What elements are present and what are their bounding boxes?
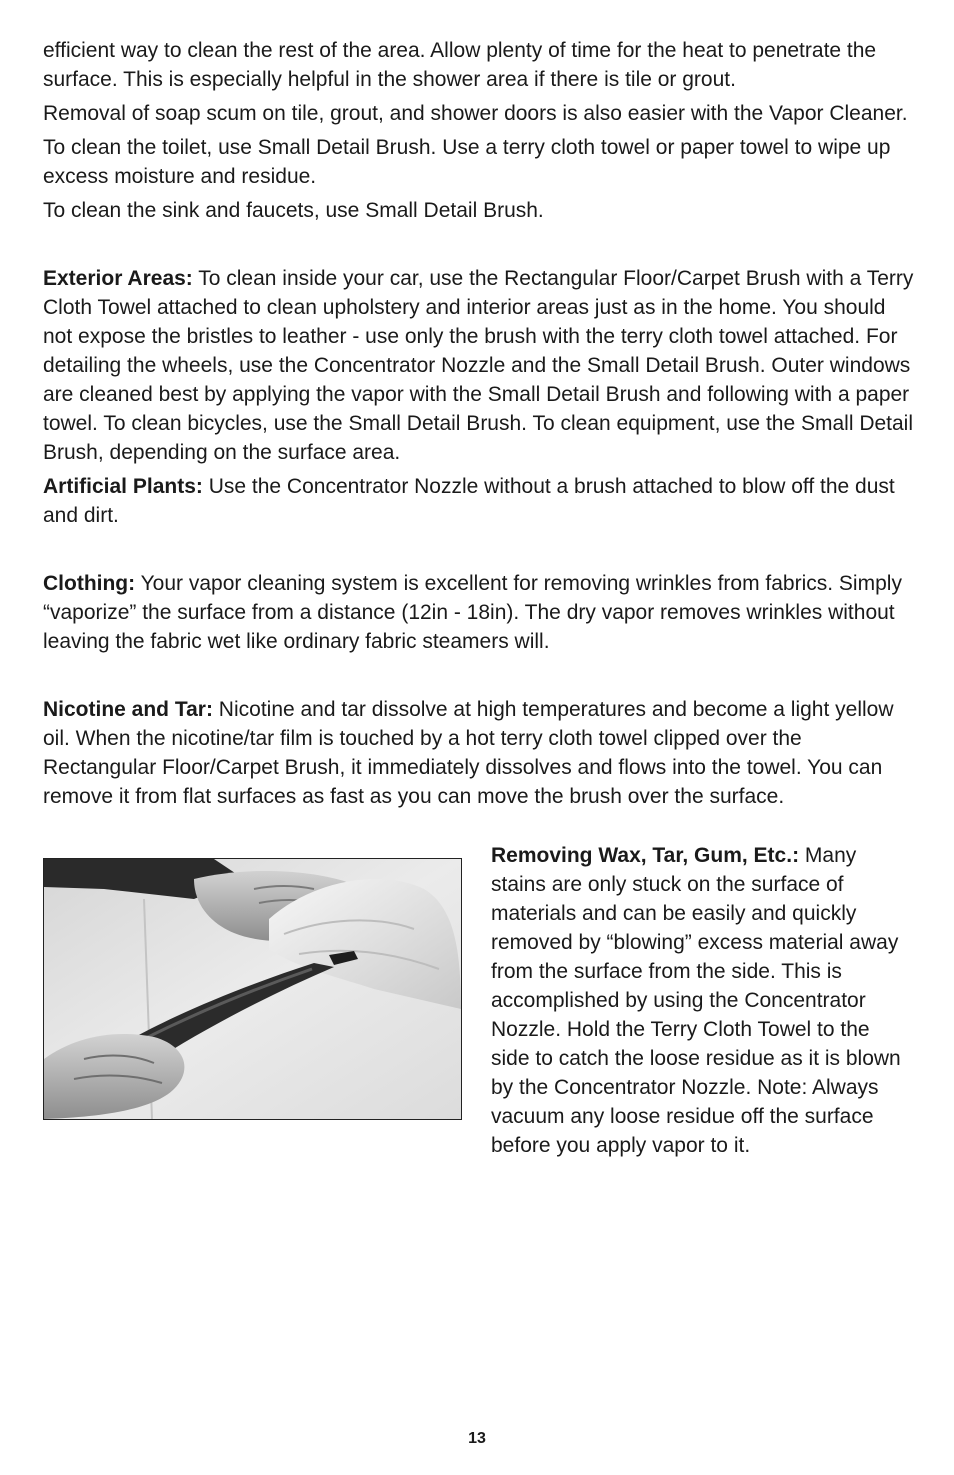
page-number: 13: [468, 1430, 486, 1447]
section-heading: Removing Wax, Tar, Gum, Etc.:: [491, 844, 800, 867]
section-heading: Exterior Areas:: [43, 267, 193, 290]
section-exterior-areas: [43, 264, 915, 467]
section-text: Your vapor cleaning system is excellent for removing wrinkles from fabrics. Simply “vaporize” the surface from a distance (12in - 18in). The dry vapor removes wrinkles without leaving the fabric wet like ordinary fabric steamers will.: [43, 572, 902, 653]
document-page: [43, 36, 915, 1201]
section-text: Many stains are only stuck on the surface of materials and can be easily and quickly removed by “blowing” excess material away from the surface from the side. This is accomplished by using the Concentrator Nozzle. Hold the Terry Cloth Towel to the side to catch the loose residue as it is blown by the Concentrator Nozzle. Note: Always vacuum any loose residue off the surface before you apply vapor to it.: [491, 844, 901, 1157]
section-heading: Artificial Plants:: [43, 475, 203, 498]
paragraph-toilet: To clean the toilet, use Small Detail Brush. Use a terry cloth towel or paper towel to wipe up excess moisture and residue.: [43, 136, 891, 188]
spacer: [43, 661, 915, 695]
spacer: [43, 230, 915, 264]
photo-illustration: [44, 859, 461, 1119]
wax-section-block: [43, 841, 915, 1201]
section-nicotine-tar: [43, 695, 915, 811]
section-heading: Clothing:: [43, 572, 136, 595]
section-heading: Nicotine and Tar:: [43, 698, 213, 721]
section-clothing: [43, 569, 915, 656]
spacer: [43, 535, 915, 569]
section-removing-wax: [491, 841, 911, 1160]
paragraph-soap-scum: Removal of soap scum on tile, grout, and shower doors is also easier with the Vapor Cleaner.: [43, 102, 908, 125]
section-text: To clean inside your car, use the Rectangular Floor/Carpet Brush with a Terry Cloth Towel attached to clean upholstery and interior areas just as in the home. You should not expose the bristles to leather - use only the brush with the terry cloth towel attached. For detailing the wheels, use the Concentrator Nozzle and the Small Detail Brush. Outer windows are cleaned best by applying the vapor with the Small Detail Brush and following with a paper towel. To clean bicycles, use the Small Detail Brush. To clean equipment, use the Small Detail Brush, depending on the surface area.: [43, 267, 914, 464]
paragraph-sink: To clean the sink and faucets, use Small Detail Brush.: [43, 199, 544, 222]
paragraph-shower: efficient way to clean the rest of the area. Allow plenty of time for the heat to penetrate the surface. This is especially helpful in the shower area if there is tile or grout.: [43, 39, 877, 91]
photo-concentrator-nozzle-towel: [43, 858, 462, 1120]
section-text: Nicotine and tar dissolve at high temperatures and become a light yellow oil. When the nicotine/tar film is touched by a hot terry cloth towel clipped over the Rectangular Floor/Carpet Brush, it immediately dissolves and flows into the towel. You can remove it from flat surfaces as fast as you can move the brush over the surface.: [43, 698, 894, 808]
section-text: Use the Concentrator Nozzle without a brush attached to blow off the dust and dirt.: [43, 475, 895, 527]
section-artificial-plants: [43, 472, 915, 530]
